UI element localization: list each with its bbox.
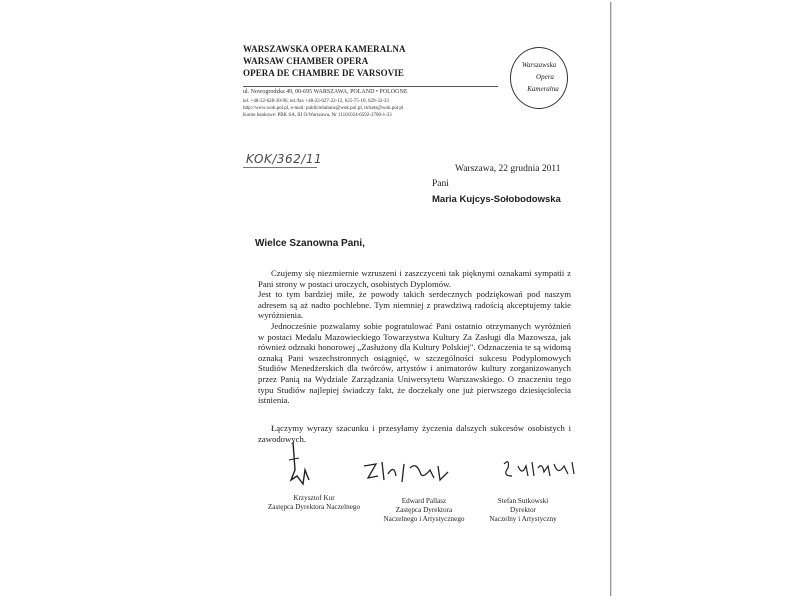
reference-underline xyxy=(243,167,317,168)
signatory-3-role-2: Naczelny i Artystyczny xyxy=(489,515,557,523)
signature-kur xyxy=(283,440,313,486)
addressee-name: Maria Kujcys-Sołobodowska xyxy=(432,194,561,205)
signature-pallasz xyxy=(360,458,455,486)
letterhead-rule xyxy=(243,86,498,87)
paragraph-3: Jednocześnie pozwalamy sobie pogratulować Pani ostatnio otrzymanych wyróżnień w postaci Medalu Mazowieckiego Towarzystwa Kultury Za Zasługi dla Mazowsza, jak również odznaki honorowej „Zasłużony dla Kultury Polskiej". Odznaczenia te są widomą oznaką Pani wszechstronnych osiągnięć, w szczególności sukcesu Podyplomowych Studiów Menedżerskich dla twórców, artystów i animatorów kultury zorganizowanych przez Panią na Wydziale Zarządzania Uniwersytetu Warszawskiego. O znaczeniu tego typu Studiów najlepiej świadczy fakt, że doczekały one już pierwszego dziesięciolecia istnienia. xyxy=(258,320,571,406)
signatory-3-role-1: Dyrektor xyxy=(510,506,536,514)
signatory-1 xyxy=(244,494,384,512)
signatory-1-role: Zastępca Dyrektora Naczelnego xyxy=(267,503,361,511)
signatory-1-name: Krzysztof Kur xyxy=(293,494,335,502)
paragraph-1: Czujemy się niezmiernie wzruszeni i zaszczyceni tak pięknymi oznakami sympatii z Pani strony w postaci uroczych, osobistych Dyplomów. xyxy=(258,268,571,289)
letter-date: Warszawa, 22 grudnia 2011 xyxy=(455,164,561,174)
letter-body xyxy=(258,268,571,406)
letterhead-web: http://www.wok.pol.pl, e-mail: publicrelations@wok.pol.pl, tickets@wok.pol.pl xyxy=(243,106,404,111)
paragraph-2: Jest to tym bardziej miłe, że powody takich serdecznych podziękowań pod naszym adresem są aż nadto pochlebne. Tym niemniej z prawdziwą radością akceptujemy takie wyróżnienia. xyxy=(258,289,571,321)
letterhead-title-fr: OPERA DE CHAMBRE DE VARSOVIE xyxy=(243,68,404,78)
addressee-title: Pani xyxy=(432,179,449,189)
logo-line-3: Kameralna xyxy=(527,85,559,93)
logo-line-1: Warszawska xyxy=(521,61,557,69)
letterhead-title-pl: WARSZAWSKA OPERA KAMERALNA xyxy=(243,44,406,54)
signatory-2-role-2: Naczelnego i Artystycznego xyxy=(383,515,465,523)
salutation: Wielce Szanowna Pani, xyxy=(255,238,365,249)
reference-number: KOK/362/11 xyxy=(246,152,323,166)
letterhead-phones: tel. +48-22-628-30-96, tel./fax +48-22-627-22-12, 625-75-10, 629-32-33 xyxy=(243,99,389,104)
opera-logo xyxy=(510,47,568,109)
signature-sutkowski xyxy=(500,458,580,482)
letterhead-address: ul. Nowogrodzka 49, 00-695 WARSZAWA, POLAND • POLOGNE xyxy=(243,89,408,95)
signatory-3-name: Stefan Sutkowski xyxy=(497,497,549,505)
letterhead-title-en: WARSAW CHAMBER OPERA xyxy=(243,56,369,66)
signatory-3 xyxy=(478,497,568,524)
signatory-2-name: Edward Pallasz xyxy=(401,497,447,505)
signatory-2-role-1: Zastępca Dyrektora xyxy=(395,506,453,514)
letterhead-bank: Konto bankowe: PBK SA, III O/Warszawa, Nr 11101024-6592-2700-1-33 xyxy=(243,113,392,118)
signatory-2 xyxy=(364,497,484,524)
logo-line-2: Opera xyxy=(536,73,554,81)
paragraph-4: Łączymy wyrazy szacunku i przesyłamy życzenia dalszych sukcesów osobistych i zawodowych. xyxy=(258,423,571,444)
